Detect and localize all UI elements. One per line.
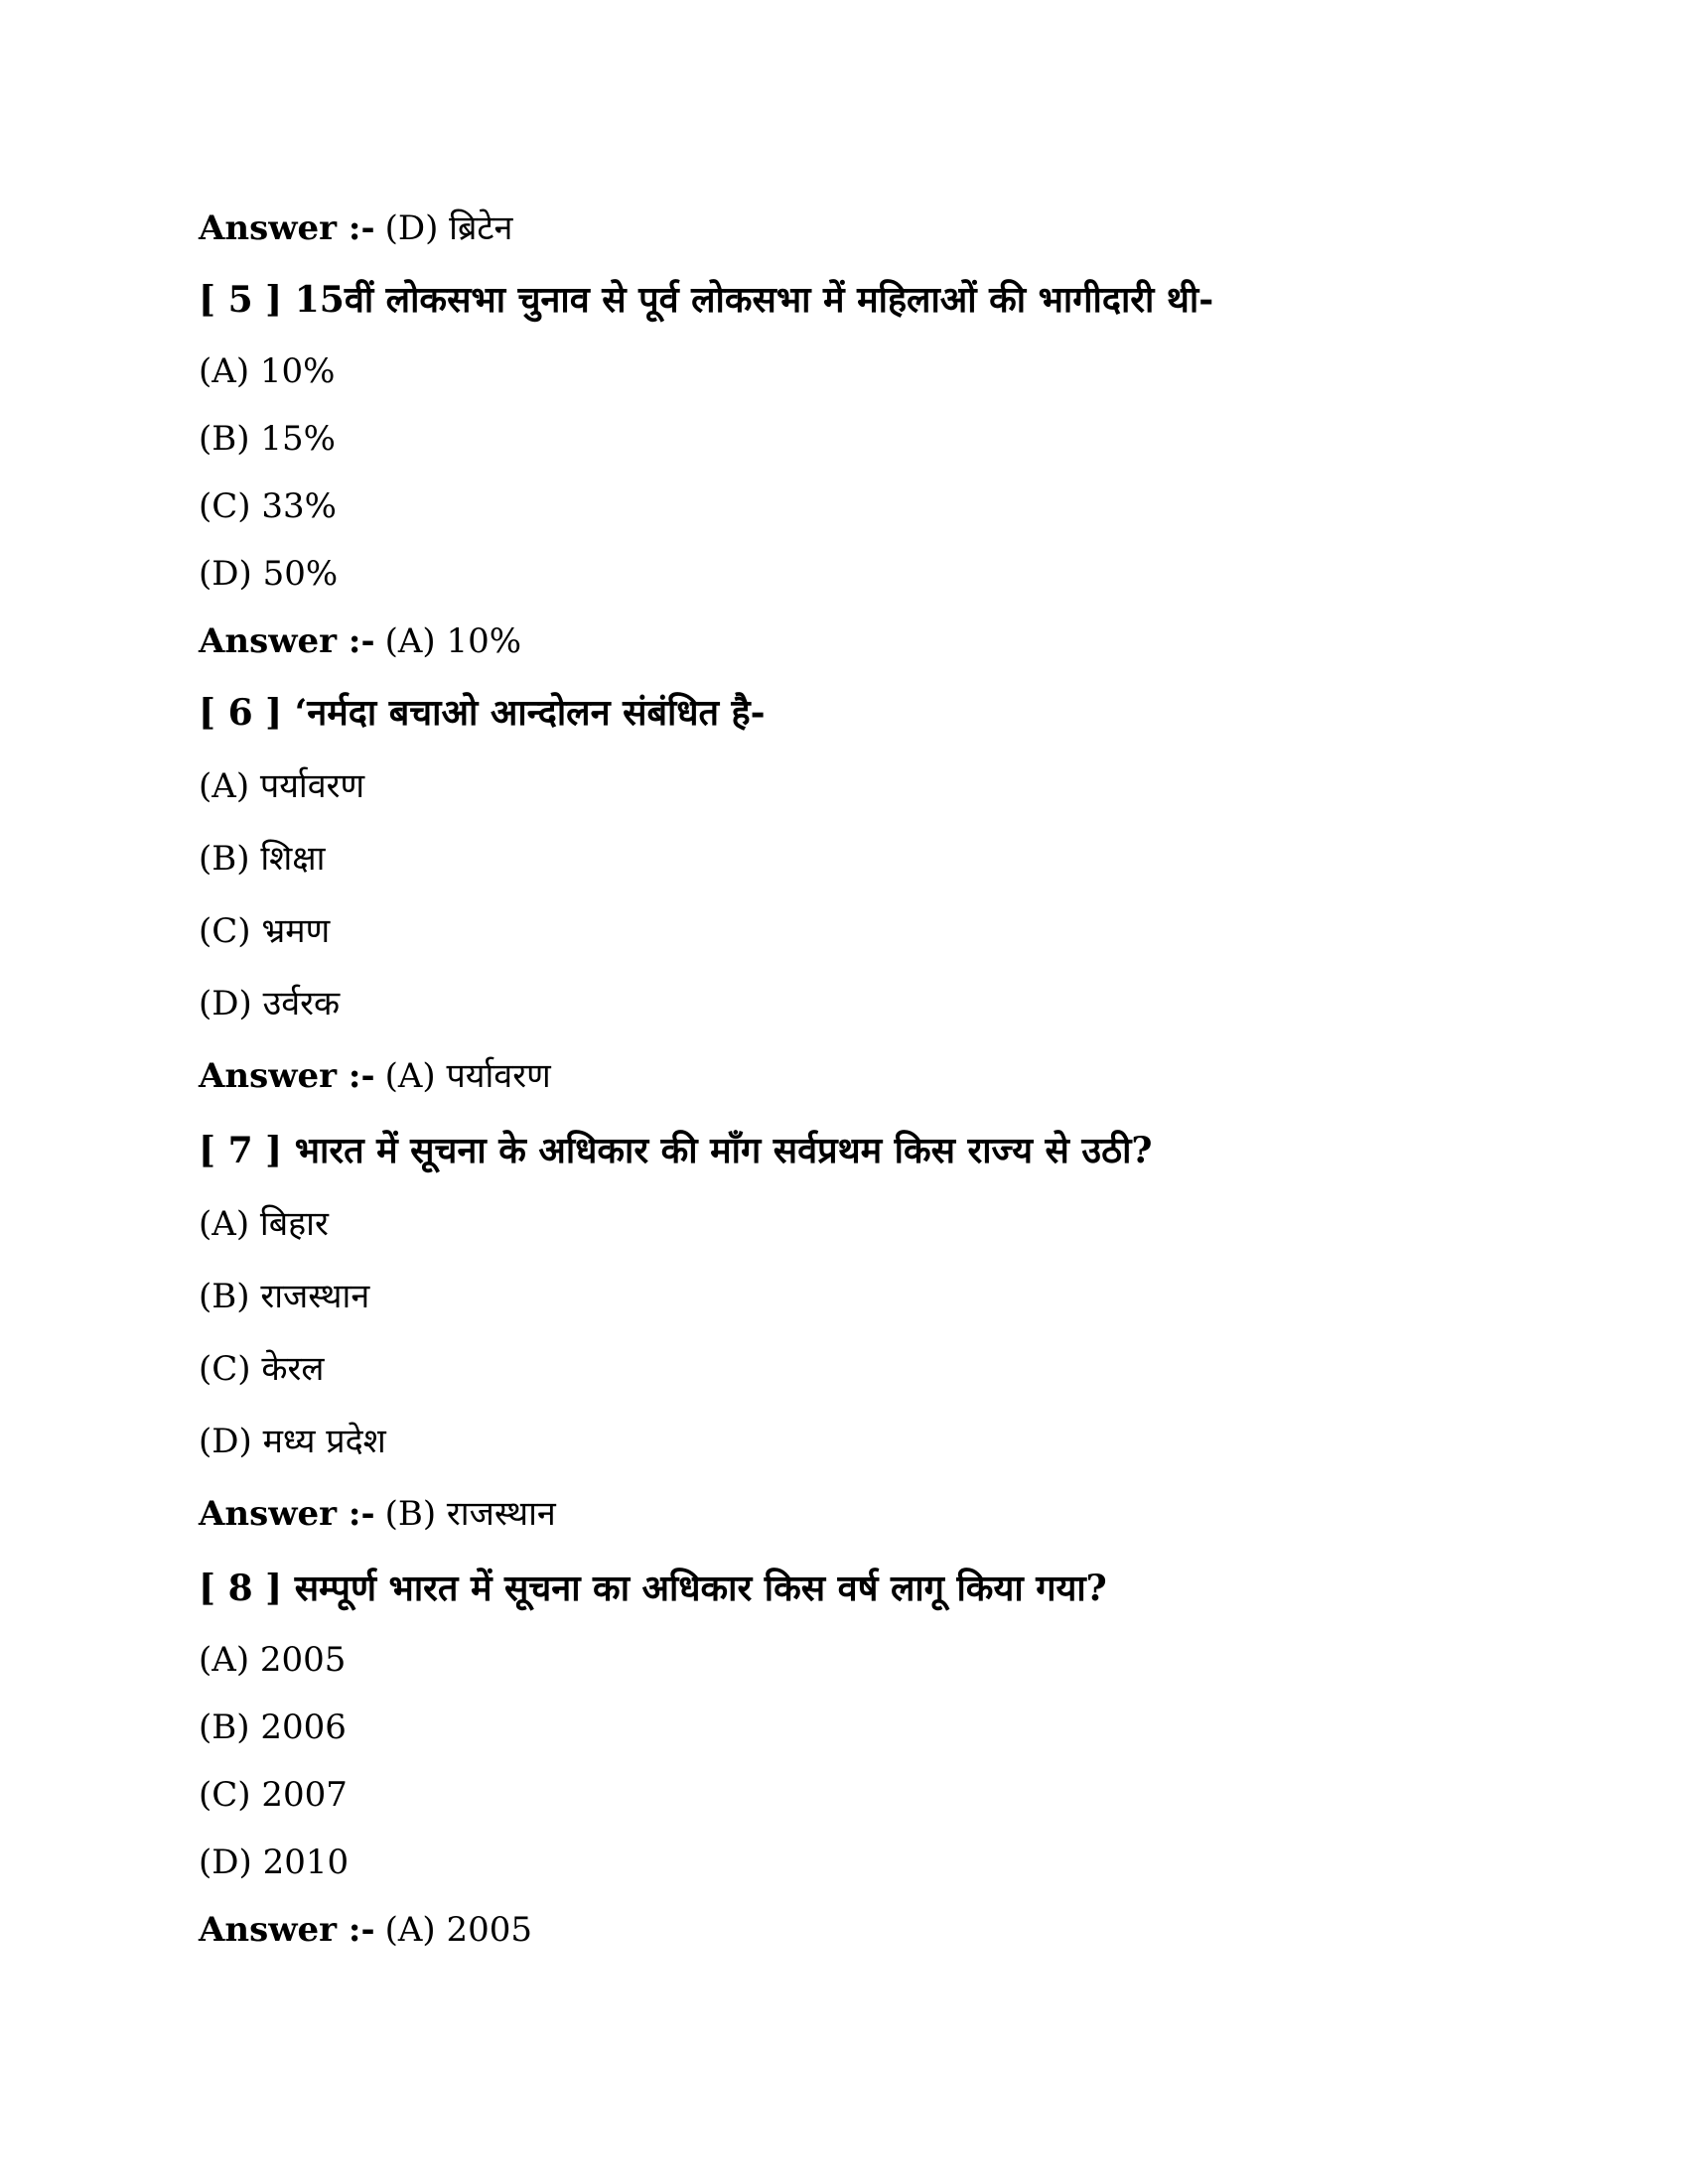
answer-line <box>199 1040 1489 1113</box>
question-5: [ 5 ] 15वीं लोकसभा चुनाव से पूर्व लोकसभा में महिलाओं की भागीदारी थी- <box>199 279 1214 321</box>
answer-value: (A) 2005 <box>384 1910 532 1950</box>
option-a: (A) बिहार <box>199 1204 329 1244</box>
option-d: (D) उर्वरक <box>199 984 341 1024</box>
answer-line <box>199 1896 1489 1964</box>
answer-label: Answer :- <box>199 1056 375 1096</box>
answer-value: (B) राजस्थान <box>384 1494 556 1534</box>
answer-label: Answer :- <box>199 208 375 248</box>
option-c: (C) केरल <box>199 1349 325 1389</box>
question-7: [ 7 ] भारत में सूचना के अधिकार की माँग सर्वप्रथम किस राज्य से उठी? <box>199 1130 1153 1171</box>
option-c: (C) 33% <box>199 486 337 526</box>
answer-value: (A) 10% <box>384 621 522 661</box>
option-d: (D) 2010 <box>199 1843 350 1882</box>
option-d: (D) मध्य प्रदेश <box>199 1422 386 1461</box>
question-8: [ 8 ] सम्पूर्ण भारत में सूचना का अधिकार किस वर्ष लागू किया गया? <box>199 1568 1107 1609</box>
answer-line <box>199 195 1489 262</box>
option-b: (B) 15% <box>199 419 336 459</box>
option-c: (C) भ्रमण <box>199 911 331 951</box>
answer-label: Answer :- <box>199 1494 375 1534</box>
option-b: (B) शिक्षा <box>199 839 326 879</box>
option-a: (A) 10% <box>199 351 336 391</box>
question-6: [ 6 ] ‘नर्मदा बचाओ आन्दोलन संबंधित है- <box>199 692 766 734</box>
answer-label: Answer :- <box>199 621 375 661</box>
option-c: (C) 2007 <box>199 1775 348 1815</box>
option-b: (B) राजस्थान <box>199 1277 370 1316</box>
answer-line <box>199 1478 1489 1551</box>
document-page <box>199 195 1489 1964</box>
option-a: (A) पर्यावरण <box>199 766 365 806</box>
option-b: (B) 2006 <box>199 1707 347 1747</box>
answer-line <box>199 608 1489 675</box>
answer-label: Answer :- <box>199 1910 375 1950</box>
answer-value: (D) ब्रिटेन <box>384 208 513 248</box>
option-d: (D) 50% <box>199 554 339 594</box>
option-a: (A) 2005 <box>199 1640 347 1680</box>
answer-value: (A) पर्यावरण <box>384 1056 551 1096</box>
